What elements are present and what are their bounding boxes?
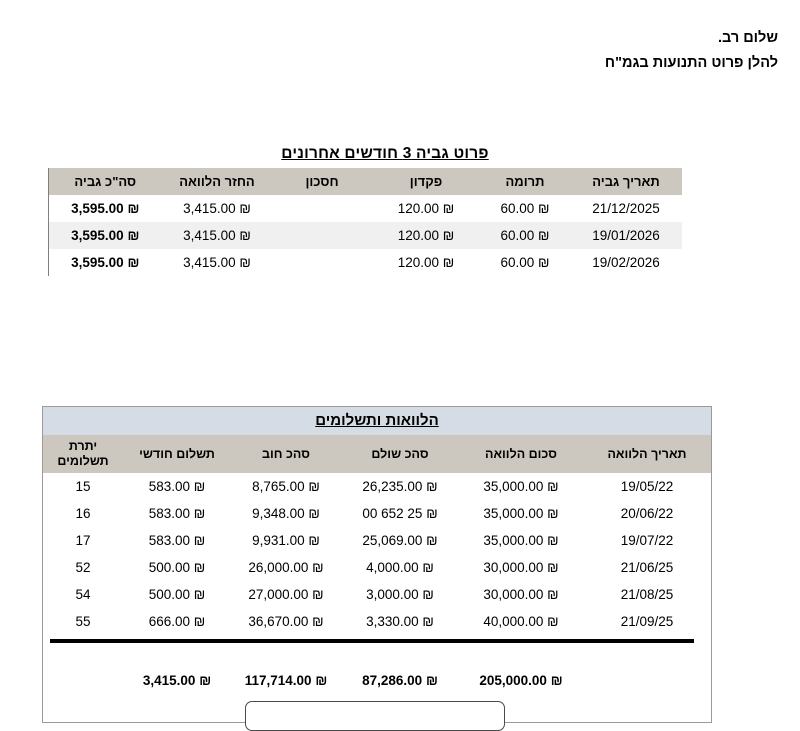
table-row xyxy=(48,222,682,249)
collection-col-date: תאריך גביה xyxy=(570,168,682,195)
cell-payments-left: 15 xyxy=(75,479,91,494)
collection-section xyxy=(71,145,682,276)
cell-total-debt: ₪ 36,670.00 xyxy=(248,614,324,629)
table-row xyxy=(48,195,682,222)
cell-donation: ₪ 60.00 xyxy=(500,201,550,216)
cell-monthly-payment: ₪ 583.00 xyxy=(148,533,206,548)
cell-loan-amount: ₪ 40,000.00 xyxy=(483,614,559,629)
table-row xyxy=(43,554,711,581)
cell-total: ₪ 3,595.00 xyxy=(71,201,140,216)
cell-total-paid: ₪ 25,069.00 xyxy=(362,533,438,548)
cell-payments-left: 54 xyxy=(75,587,91,602)
cell-deposit: ₪ 120.00 xyxy=(372,222,480,249)
cell-total-paid: ₪ 25 652 00 xyxy=(362,506,438,521)
table-row xyxy=(48,249,682,276)
cell-monthly-payment: ₪ 583.00 xyxy=(148,479,206,494)
total-cell-loan-amount: ₪ 205,000.00 xyxy=(479,672,563,688)
cell-loan-date: 20/06/22 xyxy=(620,506,674,521)
loans-table xyxy=(43,435,711,722)
cell-total-debt: ₪ 8,765.00 xyxy=(252,479,320,494)
collection-col-loan-repayment: החזר הלוואה xyxy=(162,168,272,195)
cell-deposit: ₪ 120.00 xyxy=(397,201,455,216)
total-cell-date xyxy=(583,662,711,695)
collection-col-total: סה"כ גביה xyxy=(48,168,162,195)
loans-col-monthly: תשלום חודשי xyxy=(123,435,231,473)
cell-loan-repayment: ₪ 3,415.00 xyxy=(162,222,272,249)
cell-deposit: ₪ 120.00 xyxy=(397,255,455,270)
total-cell-total-paid: ₪ 87,286.00 xyxy=(362,672,438,688)
loans-col-total-paid: סהכ שולם xyxy=(341,435,459,473)
collection-header-row xyxy=(48,168,682,195)
greeting-block xyxy=(0,26,778,76)
cell-total-paid: ₪ 3,330.00 xyxy=(366,614,434,629)
loans-col-total-debt: סהכ חוב xyxy=(231,435,341,473)
loans-section xyxy=(42,406,712,723)
cell-date: 21/12/2025 xyxy=(592,201,660,216)
cell-monthly-payment: ₪ 583.00 xyxy=(148,506,206,521)
cell-total: ₪ 3,595.00 xyxy=(48,222,162,249)
payments-left-line-1: יתרת xyxy=(68,439,98,453)
bottom-rounded-control[interactable] xyxy=(245,701,505,731)
cell-donation: ₪ 60.00 xyxy=(500,255,550,270)
greeting-line-1: שלום רב. xyxy=(717,30,778,46)
table-row xyxy=(43,608,711,635)
table-row xyxy=(43,500,711,527)
collection-col-deposit: פקדון xyxy=(372,168,480,195)
cell-loan-date: 19/07/22 xyxy=(620,533,674,548)
cell-payments-left: 55 xyxy=(75,614,91,629)
cell-savings xyxy=(272,249,372,276)
total-cell-monthly-payment: ₪ 3,415.00 xyxy=(142,672,212,688)
cell-payments-left: 52 xyxy=(75,560,91,575)
cell-savings xyxy=(272,195,372,222)
cell-total-debt: ₪ 9,931.00 xyxy=(252,533,320,548)
collection-table-title: פרוט גביה 3 חודשים אחרונים xyxy=(281,145,489,162)
cell-monthly-payment: ₪ 500.00 xyxy=(148,587,206,602)
cell-loan-date: 21/09/25 xyxy=(620,614,674,629)
cell-payments-left: 16 xyxy=(75,506,91,521)
loans-header-row xyxy=(43,435,711,473)
cell-loan-amount: ₪ 30,000.00 xyxy=(483,587,559,602)
greeting-line-2: להלן פרוט התנועות בגמ"ח xyxy=(604,55,778,71)
cell-total-paid: ₪ 3,000.00 xyxy=(366,587,434,602)
cell-payments-left: 17 xyxy=(75,533,91,548)
cell-loan-amount: ₪ 35,000.00 xyxy=(483,506,559,521)
cell-total-debt: ₪ 9,348.00 xyxy=(252,506,320,521)
totals-rule-row xyxy=(43,635,711,662)
total-cell-total-debt: ₪ 117,714.00 xyxy=(244,672,328,688)
totals-rule-line xyxy=(50,639,694,643)
cell-monthly-payment: ₪ 500.00 xyxy=(148,560,206,575)
cell-total-paid: ₪ 26,235.00 xyxy=(362,479,438,494)
cell-monthly-payment: ₪ 666.00 xyxy=(148,614,206,629)
cell-donation: ₪ 60.00 xyxy=(480,222,570,249)
cell-loan-repayment: ₪ 3,415.00 xyxy=(183,201,251,216)
cell-loan-date: 19/05/22 xyxy=(620,479,674,494)
cell-date: 19/02/2026 xyxy=(592,255,660,270)
cell-savings xyxy=(272,222,372,249)
loans-col-payments-left xyxy=(43,435,123,473)
payments-left-line-2: תשלומים xyxy=(57,454,109,468)
cell-loan-date: 21/06/25 xyxy=(620,560,674,575)
total-cell-payments-left xyxy=(43,662,123,695)
cell-date: 19/01/2026 xyxy=(570,222,682,249)
collection-table xyxy=(48,168,683,276)
table-row xyxy=(43,473,711,500)
collection-col-donation: תרומה xyxy=(480,168,570,195)
table-row xyxy=(43,527,711,554)
loans-col-amount: סכום הלוואה xyxy=(459,435,583,473)
cell-total-paid: ₪ 4,000.00 xyxy=(366,560,434,575)
loans-col-date: תאריך הלוואה xyxy=(583,435,711,473)
cell-total-debt: ₪ 27,000.00 xyxy=(248,587,324,602)
cell-total-debt: ₪ 26,000.00 xyxy=(248,560,324,575)
loans-table-title: הלוואות ותשלומים xyxy=(43,407,711,435)
cell-loan-amount: ₪ 35,000.00 xyxy=(483,479,559,494)
cell-loan-amount: ₪ 30,000.00 xyxy=(483,560,559,575)
collection-col-savings: חסכון xyxy=(272,168,372,195)
totals-row xyxy=(43,662,711,695)
cell-loan-repayment: ₪ 3,415.00 xyxy=(183,255,251,270)
cell-loan-date: 21/08/25 xyxy=(620,587,674,602)
totals-separator xyxy=(43,635,711,662)
cell-loan-amount: ₪ 35,000.00 xyxy=(483,533,559,548)
cell-total: ₪ 3,595.00 xyxy=(71,255,140,270)
table-row xyxy=(43,581,711,608)
